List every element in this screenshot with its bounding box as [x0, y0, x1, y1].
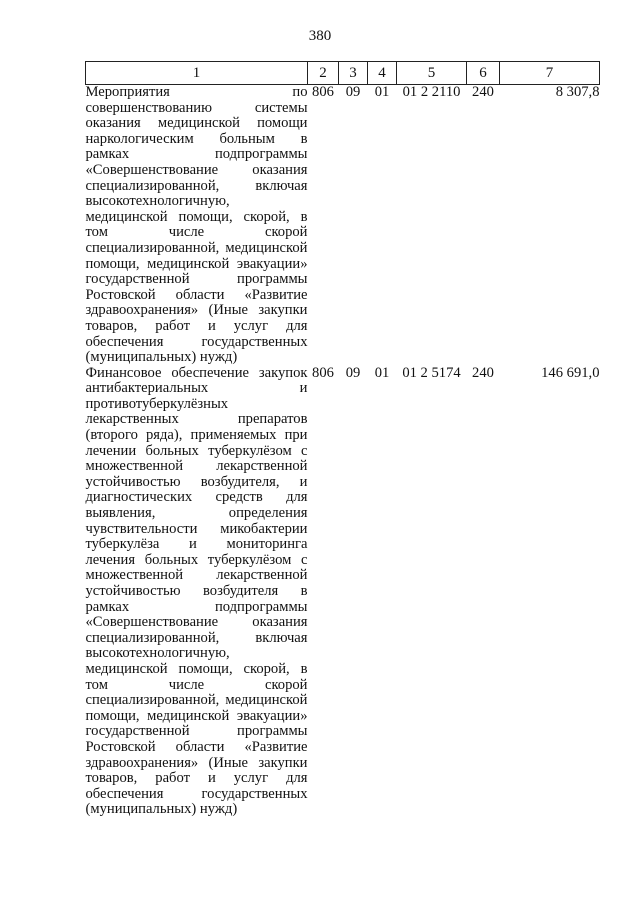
table-header-row — [86, 62, 600, 85]
expense-type-code: 240 — [472, 364, 494, 381]
ministry-code: 806 — [312, 84, 334, 100]
amount: 8 307,8 — [555, 84, 600, 100]
amount: 146 691,0 — [541, 364, 600, 381]
section-code: 09 — [345, 84, 361, 100]
table-row — [86, 366, 600, 818]
row-description: Финансовое обеспечение закупок антибактериальных и противотуберкулёзных лекарственных препаратов (второго ряда), применяемых при лечении больных туберкулёзом с множественной лекарственной устойчивостью возбудителя, и диагностических средств для выявления, определения чувствительности микобактерии туберкулёза и мониторинга лечения больных туберкулёзом с множественной лекарственной устойчивостью возбудителя в рамках подпрограммы «Совершенствование оказания специализированной, включая высокотехнологичную, медицинской помощи, скорой, в том числе скорой специализированной, медицинской помощи, медицинской эвакуации» государственной программы Ростовской области «Развитие здравоохранения» (Иные закупки товаров, работ и услуг для обеспечения государственных (муниципальных) нужд) — [85, 364, 308, 818]
header-col-6: 6 — [467, 62, 500, 85]
table-row — [86, 85, 600, 366]
target-article-code: 01 2 2110 — [402, 84, 461, 100]
header-col-1: 1 — [86, 62, 308, 85]
header-col-2: 2 — [308, 62, 339, 85]
header-col-5: 5 — [397, 62, 467, 85]
page-number: 380 — [308, 28, 332, 44]
header-col-3: 3 — [339, 62, 368, 85]
expense-type-code: 240 — [472, 84, 494, 100]
target-article-code: 01 2 5174 — [402, 364, 461, 381]
header-col-7: 7 — [500, 62, 600, 85]
ministry-code: 806 — [312, 364, 334, 381]
header-col-4: 4 — [368, 62, 397, 85]
row-description: Мероприятия по совершенствованию системы оказания медицинской помощи наркологическим больным в рамках подпрограммы «Совершенствование оказания специализированной, включая высокотехнологичную, медицинской помощи, скорой, в том числе скорой специализированной, медицинской помощи, медицинской эвакуации» государственной программы Ростовской области «Развитие здравоохранения» (Иные закупки товаров, работ и услуг для обеспечения государственных (муниципальных) нужд) — [85, 84, 308, 366]
subsection-code: 01 — [374, 364, 390, 381]
section-code: 09 — [345, 364, 361, 381]
subsection-code: 01 — [374, 84, 390, 100]
budget-table — [85, 61, 600, 818]
